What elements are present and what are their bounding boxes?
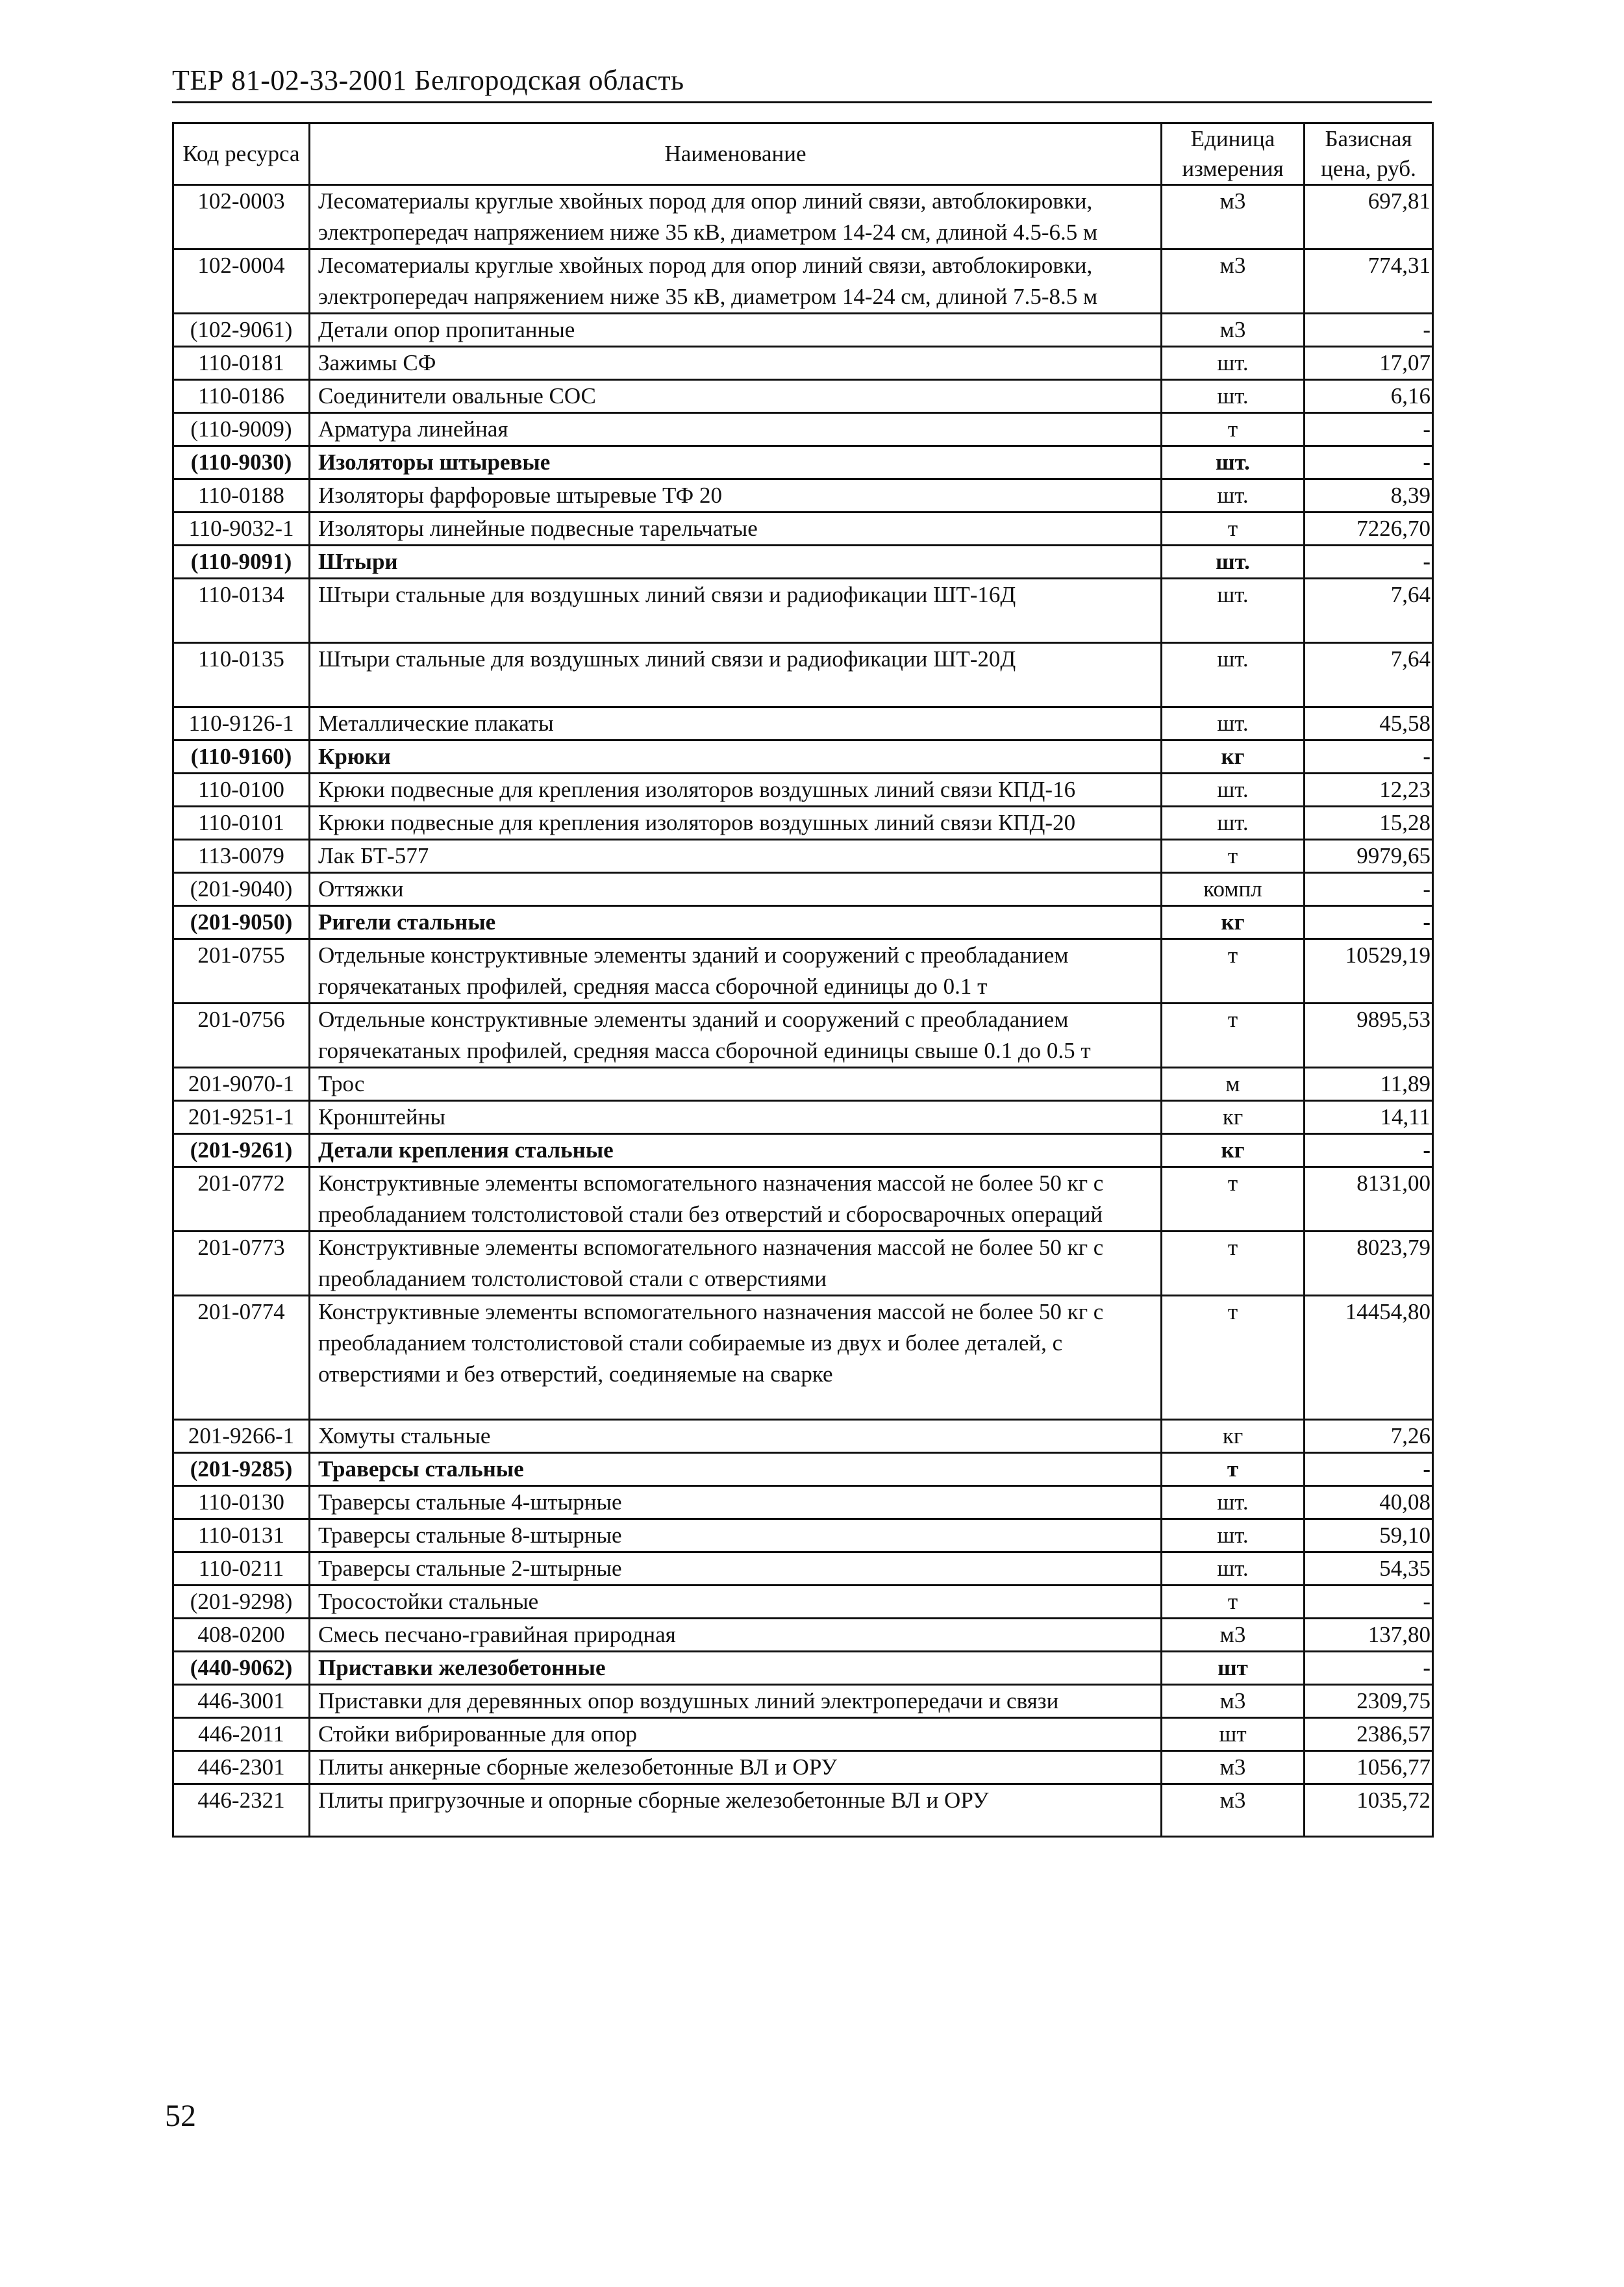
cell-code: 110-0134	[173, 579, 310, 643]
table-row	[173, 873, 1433, 906]
cell-price: 774,31	[1305, 249, 1433, 314]
table-row	[173, 906, 1433, 939]
table-row	[173, 1004, 1433, 1068]
cell-code: 102-0003	[173, 185, 310, 249]
cell-price: 2309,75	[1305, 1685, 1433, 1718]
cell-name: Крюки подвесные для крепления изоляторов воздушных линий связи КПД-20	[310, 807, 1162, 840]
cell-unit: м3	[1162, 249, 1305, 314]
cell-code: 110-0135	[173, 643, 310, 707]
table-row	[173, 1068, 1433, 1101]
cell-name: Траверсы стальные 8-штырные	[310, 1519, 1162, 1552]
table-row	[173, 740, 1433, 774]
table-row	[173, 707, 1433, 740]
cell-price: -	[1305, 413, 1433, 446]
cell-price: -	[1305, 546, 1433, 579]
cell-code: 110-0188	[173, 479, 310, 512]
cell-code: 201-9266-1	[173, 1420, 310, 1453]
table-row	[173, 1784, 1433, 1837]
cell-unit: шт.	[1162, 380, 1305, 413]
cell-code: 102-0004	[173, 249, 310, 314]
cell-price: -	[1305, 1652, 1433, 1685]
cell-price: 8131,00	[1305, 1167, 1433, 1232]
cell-price: 7,26	[1305, 1420, 1433, 1453]
cell-unit: кг	[1162, 1134, 1305, 1167]
cell-unit: т	[1162, 1296, 1305, 1420]
cell-unit: шт.	[1162, 1519, 1305, 1552]
cell-unit: м3	[1162, 1619, 1305, 1652]
cell-price: 15,28	[1305, 807, 1433, 840]
table-row	[173, 774, 1433, 807]
cell-code: (110-9091)	[173, 546, 310, 579]
cell-code: 201-9070-1	[173, 1068, 310, 1101]
table-row	[173, 643, 1433, 707]
cell-code: (201-9050)	[173, 906, 310, 939]
cell-name: Отдельные конструктивные элементы зданий и сооружений с преобладанием горячекатаных профилей, средняя масса сборочной единицы свыше 0.1 до 0.5 т	[310, 1004, 1162, 1068]
cell-name: Плиты анкерные сборные железобетонные ВЛ и ОРУ	[310, 1751, 1162, 1784]
cell-name: Приставки для деревянных опор воздушных линий электропередачи и связи	[310, 1685, 1162, 1718]
cell-price: 137,80	[1305, 1619, 1433, 1652]
cell-price: -	[1305, 740, 1433, 774]
cell-code: 446-3001	[173, 1685, 310, 1718]
cell-price: -	[1305, 1453, 1433, 1486]
cell-name: Конструктивные элементы вспомогательного назначения массой не более 50 кг с преобладанием толстолистовой стали с отверстиями	[310, 1232, 1162, 1296]
cell-code: (201-9261)	[173, 1134, 310, 1167]
cell-unit: т	[1162, 512, 1305, 546]
cell-name: Траверсы стальные	[310, 1453, 1162, 1486]
cell-code: 110-9032-1	[173, 512, 310, 546]
cell-price: 7,64	[1305, 643, 1433, 707]
cell-unit: шт	[1162, 1652, 1305, 1685]
table-row	[173, 1619, 1433, 1652]
cell-code: 110-0181	[173, 347, 310, 380]
cell-name: Хомуты стальные	[310, 1420, 1162, 1453]
cell-unit: м3	[1162, 185, 1305, 249]
table-row	[173, 1296, 1433, 1420]
cell-name: Изоляторы линейные подвесные тарельчатые	[310, 512, 1162, 546]
cell-unit: шт.	[1162, 1486, 1305, 1519]
cell-code: 110-0211	[173, 1552, 310, 1586]
cell-name: Изоляторы фарфоровые штыревые ТФ 20	[310, 479, 1162, 512]
column-header-price: Базисная цена, руб.	[1305, 123, 1433, 185]
table-row	[173, 185, 1433, 249]
cell-price: 8,39	[1305, 479, 1433, 512]
cell-price: 40,08	[1305, 1486, 1433, 1519]
table-row	[173, 347, 1433, 380]
cell-code: 201-0756	[173, 1004, 310, 1068]
cell-unit: кг	[1162, 1101, 1305, 1134]
cell-name: Крюки	[310, 740, 1162, 774]
cell-name: Соединители овальные СОС	[310, 380, 1162, 413]
cell-price: 6,16	[1305, 380, 1433, 413]
cell-code: 110-0130	[173, 1486, 310, 1519]
cell-unit: шт	[1162, 1718, 1305, 1751]
table-row	[173, 479, 1433, 512]
cell-unit: т	[1162, 840, 1305, 873]
cell-price: 12,23	[1305, 774, 1433, 807]
cell-name: Лак БТ-577	[310, 840, 1162, 873]
table-row	[173, 939, 1433, 1004]
table-header-row	[173, 123, 1433, 185]
cell-unit: м3	[1162, 314, 1305, 347]
cell-unit: т	[1162, 1586, 1305, 1619]
table-row	[173, 1167, 1433, 1232]
table-row	[173, 840, 1433, 873]
cell-code: 201-0755	[173, 939, 310, 1004]
cell-code: 201-0772	[173, 1167, 310, 1232]
table-row	[173, 1718, 1433, 1751]
column-header-name: Наименование	[310, 123, 1162, 185]
cell-name: Металлические плакаты	[310, 707, 1162, 740]
cell-price: 54,35	[1305, 1552, 1433, 1586]
cell-code: (110-9009)	[173, 413, 310, 446]
table-row	[173, 1134, 1433, 1167]
cell-price: 14454,80	[1305, 1296, 1433, 1420]
table-row	[173, 1685, 1433, 1718]
cell-code: 110-0101	[173, 807, 310, 840]
table-row	[173, 380, 1433, 413]
cell-unit: шт.	[1162, 479, 1305, 512]
cell-unit: шт.	[1162, 347, 1305, 380]
cell-unit: т	[1162, 413, 1305, 446]
cell-unit: м3	[1162, 1784, 1305, 1837]
table-row	[173, 1586, 1433, 1619]
cell-unit: шт.	[1162, 446, 1305, 479]
cell-unit: кг	[1162, 1420, 1305, 1453]
cell-name: Штыри стальные для воздушных линий связи и радиофикации ШТ-16Д	[310, 579, 1162, 643]
table-row	[173, 1519, 1433, 1552]
header-rule	[172, 101, 1432, 103]
cell-name: Траверсы стальные 2-штырные	[310, 1552, 1162, 1586]
cell-name: Тросостойки стальные	[310, 1586, 1162, 1619]
cell-price: 8023,79	[1305, 1232, 1433, 1296]
cell-code: 446-2321	[173, 1784, 310, 1837]
cell-unit: шт.	[1162, 774, 1305, 807]
cell-unit: кг	[1162, 740, 1305, 774]
cell-name: Крюки подвесные для крепления изоляторов воздушных линий связи КПД-16	[310, 774, 1162, 807]
cell-price: 11,89	[1305, 1068, 1433, 1101]
cell-code: (201-9298)	[173, 1586, 310, 1619]
cell-name: Лесоматериалы круглые хвойных пород для опор линий связи, автоблокировки, электропередач напряжением ниже 35 кВ, диаметром 14-24 см, длиной 7.5-8.5 м	[310, 249, 1162, 314]
cell-price: 17,07	[1305, 347, 1433, 380]
cell-code: (102-9061)	[173, 314, 310, 347]
cell-unit: шт.	[1162, 807, 1305, 840]
resource-price-table	[172, 122, 1434, 1838]
cell-price: 1035,72	[1305, 1784, 1433, 1837]
cell-price: 45,58	[1305, 707, 1433, 740]
cell-code: 110-9126-1	[173, 707, 310, 740]
cell-unit: м3	[1162, 1685, 1305, 1718]
table-row	[173, 1486, 1433, 1519]
table-row	[173, 1552, 1433, 1586]
cell-name: Изоляторы штыревые	[310, 446, 1162, 479]
cell-name: Детали крепления стальные	[310, 1134, 1162, 1167]
cell-name: Трос	[310, 1068, 1162, 1101]
cell-code: (201-9040)	[173, 873, 310, 906]
cell-unit: т	[1162, 1453, 1305, 1486]
cell-unit: шт.	[1162, 546, 1305, 579]
table-row	[173, 546, 1433, 579]
cell-unit: шт.	[1162, 1552, 1305, 1586]
cell-code: 201-0773	[173, 1232, 310, 1296]
running-header: ТЕР 81-02-33-2001 Белгородская область	[172, 64, 684, 96]
table-row	[173, 249, 1433, 314]
cell-price: -	[1305, 906, 1433, 939]
table-row	[173, 413, 1433, 446]
cell-price: 9895,53	[1305, 1004, 1433, 1068]
cell-code: 446-2011	[173, 1718, 310, 1751]
cell-price: 697,81	[1305, 185, 1433, 249]
cell-unit: компл	[1162, 873, 1305, 906]
cell-unit: шт.	[1162, 579, 1305, 643]
cell-name: Приставки железобетонные	[310, 1652, 1162, 1685]
table-row	[173, 807, 1433, 840]
cell-name: Лесоматериалы круглые хвойных пород для опор линий связи, автоблокировки, электропередач напряжением ниже 35 кВ, диаметром 14-24 см, длиной 4.5-6.5 м	[310, 185, 1162, 249]
cell-price: 59,10	[1305, 1519, 1433, 1552]
cell-unit: т	[1162, 1232, 1305, 1296]
table-row	[173, 314, 1433, 347]
table-row	[173, 1101, 1433, 1134]
cell-name: Кронштейны	[310, 1101, 1162, 1134]
cell-name: Арматура линейная	[310, 413, 1162, 446]
cell-name: Ригели стальные	[310, 906, 1162, 939]
cell-name: Штыри стальные для воздушных линий связи и радиофикации ШТ-20Д	[310, 643, 1162, 707]
cell-name: Смесь песчано-гравийная природная	[310, 1619, 1162, 1652]
cell-code: 201-9251-1	[173, 1101, 310, 1134]
cell-price: -	[1305, 1134, 1433, 1167]
cell-price: 10529,19	[1305, 939, 1433, 1004]
cell-unit: шт.	[1162, 707, 1305, 740]
cell-price: -	[1305, 1586, 1433, 1619]
cell-code: 408-0200	[173, 1619, 310, 1652]
cell-code: 201-0774	[173, 1296, 310, 1420]
cell-price: -	[1305, 446, 1433, 479]
cell-price: 9979,65	[1305, 840, 1433, 873]
cell-price: 14,11	[1305, 1101, 1433, 1134]
table-body	[173, 185, 1433, 1837]
cell-unit: т	[1162, 939, 1305, 1004]
cell-name: Детали опор пропитанные	[310, 314, 1162, 347]
cell-unit: шт.	[1162, 643, 1305, 707]
cell-price: 1056,77	[1305, 1751, 1433, 1784]
cell-price: -	[1305, 873, 1433, 906]
cell-price: -	[1305, 314, 1433, 347]
page-number: 52	[165, 2099, 196, 2133]
cell-name: Штыри	[310, 546, 1162, 579]
table-row	[173, 579, 1433, 643]
column-header-unit: Единица измерения	[1162, 123, 1305, 185]
cell-name: Конструктивные элементы вспомогательного назначения массой не более 50 кг с преобладанием толстолистовой стали без отверстий и сборосварочных операций	[310, 1167, 1162, 1232]
cell-code: (201-9285)	[173, 1453, 310, 1486]
cell-code: 110-0100	[173, 774, 310, 807]
cell-name: Зажимы СФ	[310, 347, 1162, 380]
cell-code: (440-9062)	[173, 1652, 310, 1685]
cell-name: Оттяжки	[310, 873, 1162, 906]
cell-name: Конструктивные элементы вспомогательного назначения массой не более 50 кг с преобладанием толстолистовой стали собираемые из двух и более деталей, с отверстиями и без отверстий, соединяемые на сварке	[310, 1296, 1162, 1420]
table-row	[173, 1453, 1433, 1486]
cell-code: 110-0131	[173, 1519, 310, 1552]
cell-code: (110-9030)	[173, 446, 310, 479]
cell-code: 446-2301	[173, 1751, 310, 1784]
cell-price: 7226,70	[1305, 512, 1433, 546]
cell-unit: м3	[1162, 1751, 1305, 1784]
cell-name: Траверсы стальные 4-штырные	[310, 1486, 1162, 1519]
cell-name: Стойки вибрированные для опор	[310, 1718, 1162, 1751]
cell-name: Отдельные конструктивные элементы зданий и сооружений с преобладанием горячекатаных профилей, средняя масса сборочной единицы до 0.1 т	[310, 939, 1162, 1004]
table-row	[173, 1232, 1433, 1296]
cell-code: 113-0079	[173, 840, 310, 873]
table-row	[173, 1751, 1433, 1784]
cell-unit: т	[1162, 1004, 1305, 1068]
cell-unit: т	[1162, 1167, 1305, 1232]
column-header-code: Код ресурса	[173, 123, 310, 185]
cell-code: 110-0186	[173, 380, 310, 413]
table-row	[173, 512, 1433, 546]
cell-price: 7,64	[1305, 579, 1433, 643]
cell-name: Плиты пригрузочные и опорные сборные железобетонные ВЛ и ОРУ	[310, 1784, 1162, 1837]
cell-unit: кг	[1162, 906, 1305, 939]
table-row	[173, 1420, 1433, 1453]
cell-unit: м	[1162, 1068, 1305, 1101]
table-row	[173, 1652, 1433, 1685]
cell-price: 2386,57	[1305, 1718, 1433, 1751]
table-row	[173, 446, 1433, 479]
cell-code: (110-9160)	[173, 740, 310, 774]
